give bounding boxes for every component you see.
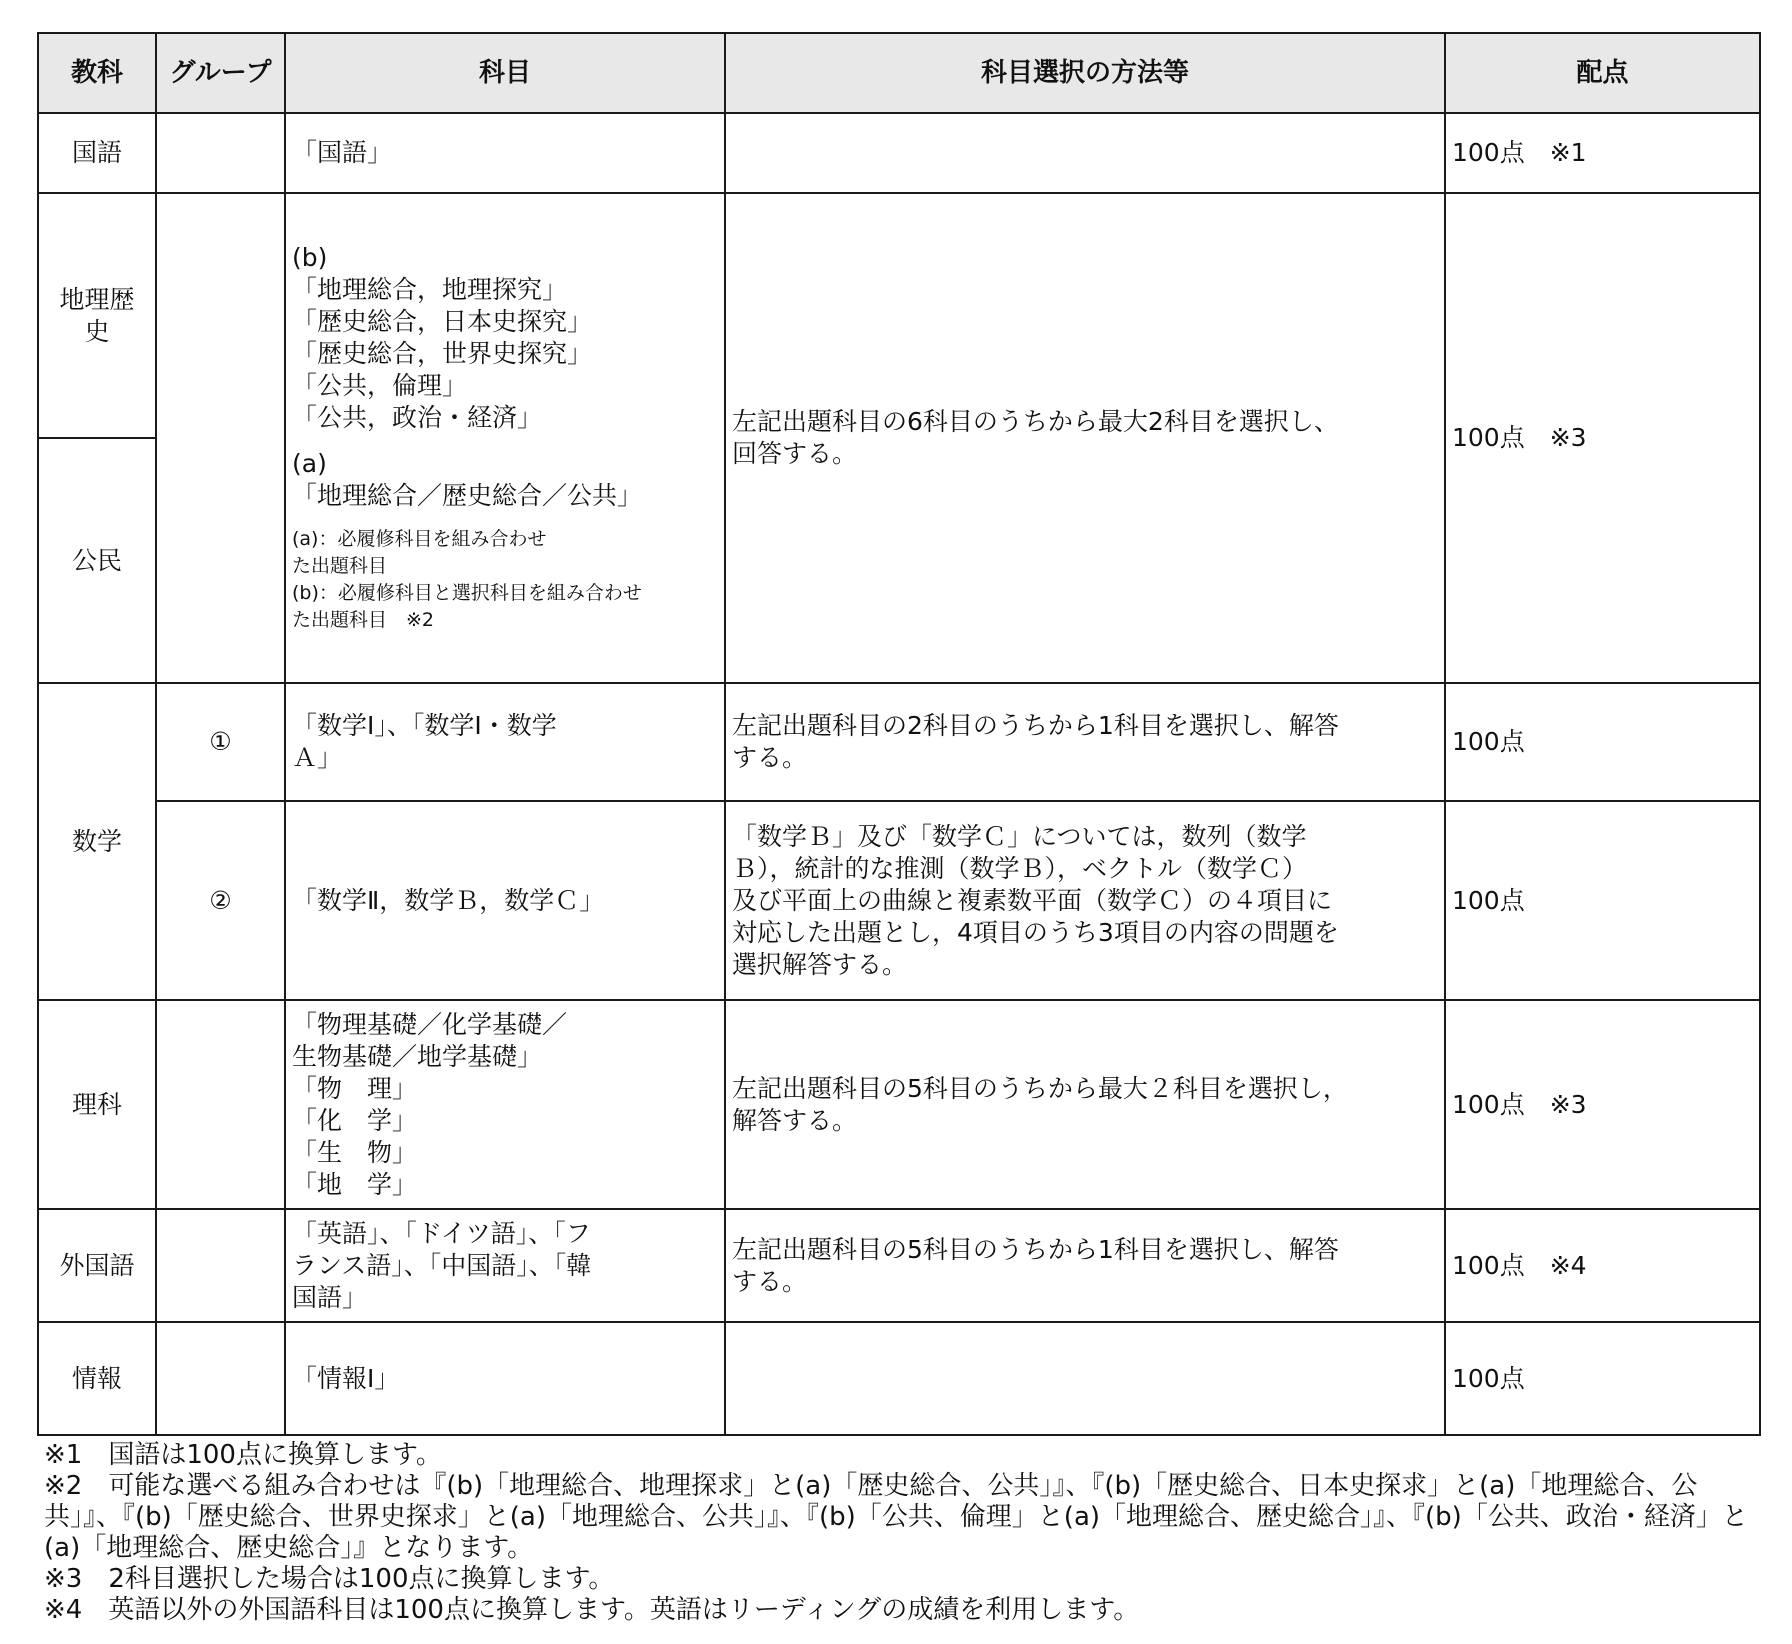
method-line: Ｂ），統計的な推測（数学Ｂ），ベクトル（数学Ｃ） bbox=[732, 853, 1308, 883]
kamoku-joho: 「情報Ⅰ」 bbox=[285, 1322, 725, 1435]
kyouka-chireki-line1: 地理歴 bbox=[59, 284, 135, 314]
row-gaikokugo bbox=[38, 1209, 1760, 1322]
b-label: (b) bbox=[292, 243, 328, 272]
method-kokugo bbox=[725, 113, 1445, 193]
kyouka-sugaku: 数学 bbox=[38, 683, 156, 1000]
kamoku-line: 「英語」、「ドイツ語」、「フ bbox=[292, 1218, 591, 1248]
method-sugaku-1 bbox=[725, 683, 1445, 801]
b-item: 「歴史総合，日本史探究」 bbox=[292, 307, 593, 336]
header-row bbox=[38, 33, 1760, 113]
group-joho bbox=[156, 1322, 285, 1435]
kamoku-line: ランス語」、「中国語」、「韓 bbox=[292, 1250, 592, 1280]
kamoku-chireki bbox=[285, 193, 725, 683]
method-line: 回答する。 bbox=[732, 439, 858, 468]
kyouka-kokugo: 国語 bbox=[38, 113, 156, 193]
method-chireki bbox=[725, 193, 1445, 683]
row-kokugo bbox=[38, 113, 1760, 193]
method-line: 左記出題科目の6科目のうちから最大2科目を選択し、 bbox=[732, 407, 1339, 436]
method-line: 「数学Ｂ」及び「数学Ｃ」については，数列（数学 bbox=[732, 821, 1307, 851]
kamoku-line: 生物基礎／地学基礎」 bbox=[292, 1041, 543, 1071]
kamoku-sugaku-1 bbox=[285, 683, 725, 801]
method-line: する。 bbox=[732, 743, 808, 772]
header-group: グループ bbox=[156, 33, 285, 113]
kamoku-line: 「数学Ⅰ」、「数学Ⅰ・数学 bbox=[292, 711, 557, 740]
haiten-chireki: 100点 ※3 bbox=[1445, 193, 1760, 683]
group-gaikokugo bbox=[156, 1209, 285, 1322]
method-line: 左記出題科目の5科目のうちから1科目を選択し、解答 bbox=[732, 1234, 1339, 1264]
small-note: た出題科目 ※2 bbox=[292, 609, 435, 631]
haiten-kokugo: 100点 ※1 bbox=[1445, 113, 1760, 193]
haiten-sugaku-2: 100点 bbox=[1445, 801, 1760, 1000]
footnote-1: ※1 国語は100点に換算します。 bbox=[44, 1440, 442, 1470]
group-sugaku-1: ① bbox=[156, 683, 285, 801]
row-chireki bbox=[38, 193, 1760, 438]
footnotes bbox=[44, 1440, 1759, 1626]
haiten-gaikokugo: 100点 ※4 bbox=[1445, 1209, 1760, 1322]
b-item: 「公共，政治・経済」 bbox=[292, 403, 543, 432]
header-kamoku: 科目 bbox=[285, 33, 725, 113]
method-joho bbox=[725, 1322, 1445, 1435]
subject-table bbox=[37, 32, 1761, 1436]
method-sugaku-2 bbox=[725, 801, 1445, 1000]
method-gaikokugo bbox=[725, 1209, 1445, 1322]
method-line: 及び平面上の曲線と複素数平面（数学Ｃ）の４項目に bbox=[732, 885, 1333, 915]
kamoku-line: Ａ」 bbox=[292, 743, 343, 772]
haiten-joho: 100点 bbox=[1445, 1322, 1760, 1435]
group-rika bbox=[156, 1000, 285, 1209]
header-kyouka: 教科 bbox=[38, 33, 156, 113]
row-sugaku-2 bbox=[38, 801, 1760, 1000]
group-chireki bbox=[156, 193, 285, 683]
kamoku-line: 「化 学」 bbox=[292, 1105, 418, 1135]
b-item: 「公共，倫理」 bbox=[292, 371, 468, 400]
method-line: 解答する。 bbox=[732, 1105, 858, 1135]
header-haiten: 配点 bbox=[1445, 33, 1760, 113]
method-line: 左記出題科目の2科目のうちから1科目を選択し、解答 bbox=[732, 711, 1339, 740]
small-note: (a)：必履修科目を組み合わせ bbox=[292, 528, 547, 550]
group-kokugo bbox=[156, 113, 285, 193]
kamoku-sugaku-2: 「数学Ⅱ，数学Ｂ，数学Ｃ」 bbox=[285, 801, 725, 1000]
method-line: 左記出題科目の5科目のうちから最大２科目を選択し， bbox=[732, 1073, 1348, 1103]
haiten-sugaku-1: 100点 bbox=[1445, 683, 1760, 801]
row-rika bbox=[38, 1000, 1760, 1209]
footnote-4: ※4 英語以外の外国語科目は100点に換算します。英語はリーディングの成績を利用します。 bbox=[44, 1595, 1140, 1625]
group-sugaku-2: ② bbox=[156, 801, 285, 1000]
method-line: 対応した出題とし，4項目のうち3項目の内容の問題を bbox=[732, 917, 1339, 947]
method-line: する。 bbox=[732, 1266, 808, 1296]
footnote-2: ※2 可能な選べる組み合わせは『(b)「地理総合、地理探求」と(a)「歴史総合、公共」』、『(b)「歴史総合、日本史探求」と(a)「地理総合、公共」』、『(b)「歴史総合、世界史探求」と(a)「地理総合、公共」』、『(b)「公共、倫理」と(a)「地理総合、歴史総合」』、『(b)「公共、政治・経済」と(a)「地理総合、歴史総合」』となります。 bbox=[44, 1471, 1748, 1563]
kyouka-joho: 情報 bbox=[38, 1322, 156, 1435]
b-item: 「歴史総合，世界史探究」 bbox=[292, 339, 593, 368]
method-line: 選択解答する。 bbox=[732, 949, 908, 979]
kyouka-rika: 理科 bbox=[38, 1000, 156, 1209]
kamoku-line: 「物 理」 bbox=[292, 1073, 418, 1103]
a-label: (a) bbox=[292, 449, 327, 478]
kyouka-chireki bbox=[38, 193, 156, 438]
kamoku-line: 「生 物」 bbox=[292, 1137, 418, 1167]
a-item: 「地理総合／歴史総合／公共」 bbox=[292, 481, 643, 510]
method-rika bbox=[725, 1000, 1445, 1209]
b-item: 「地理総合，地理探究」 bbox=[292, 275, 568, 304]
row-sugaku-1 bbox=[38, 683, 1760, 801]
kyouka-chireki-line2: 史 bbox=[84, 316, 110, 346]
haiten-rika: 100点 ※3 bbox=[1445, 1000, 1760, 1209]
kamoku-rika bbox=[285, 1000, 725, 1209]
row-joho bbox=[38, 1322, 1760, 1435]
kamoku-gaikokugo bbox=[285, 1209, 725, 1322]
kamoku-line: 「地 学」 bbox=[292, 1169, 418, 1199]
kyouka-komin: 公民 bbox=[38, 438, 156, 683]
kamoku-line: 国語」 bbox=[292, 1282, 368, 1312]
small-note: た出題科目 bbox=[292, 555, 388, 577]
kyouka-gaikokugo: 外国語 bbox=[38, 1209, 156, 1322]
small-note: (b)：必履修科目と選択科目を組み合わせ bbox=[292, 582, 642, 604]
kamoku-kokugo: 「国語」 bbox=[285, 113, 725, 193]
header-method: 科目選択の方法等 bbox=[725, 33, 1445, 113]
footnote-3: ※3 2科目選択した場合は100点に換算します。 bbox=[44, 1564, 615, 1594]
kamoku-line: 「物理基礎／化学基礎／ bbox=[292, 1009, 568, 1039]
